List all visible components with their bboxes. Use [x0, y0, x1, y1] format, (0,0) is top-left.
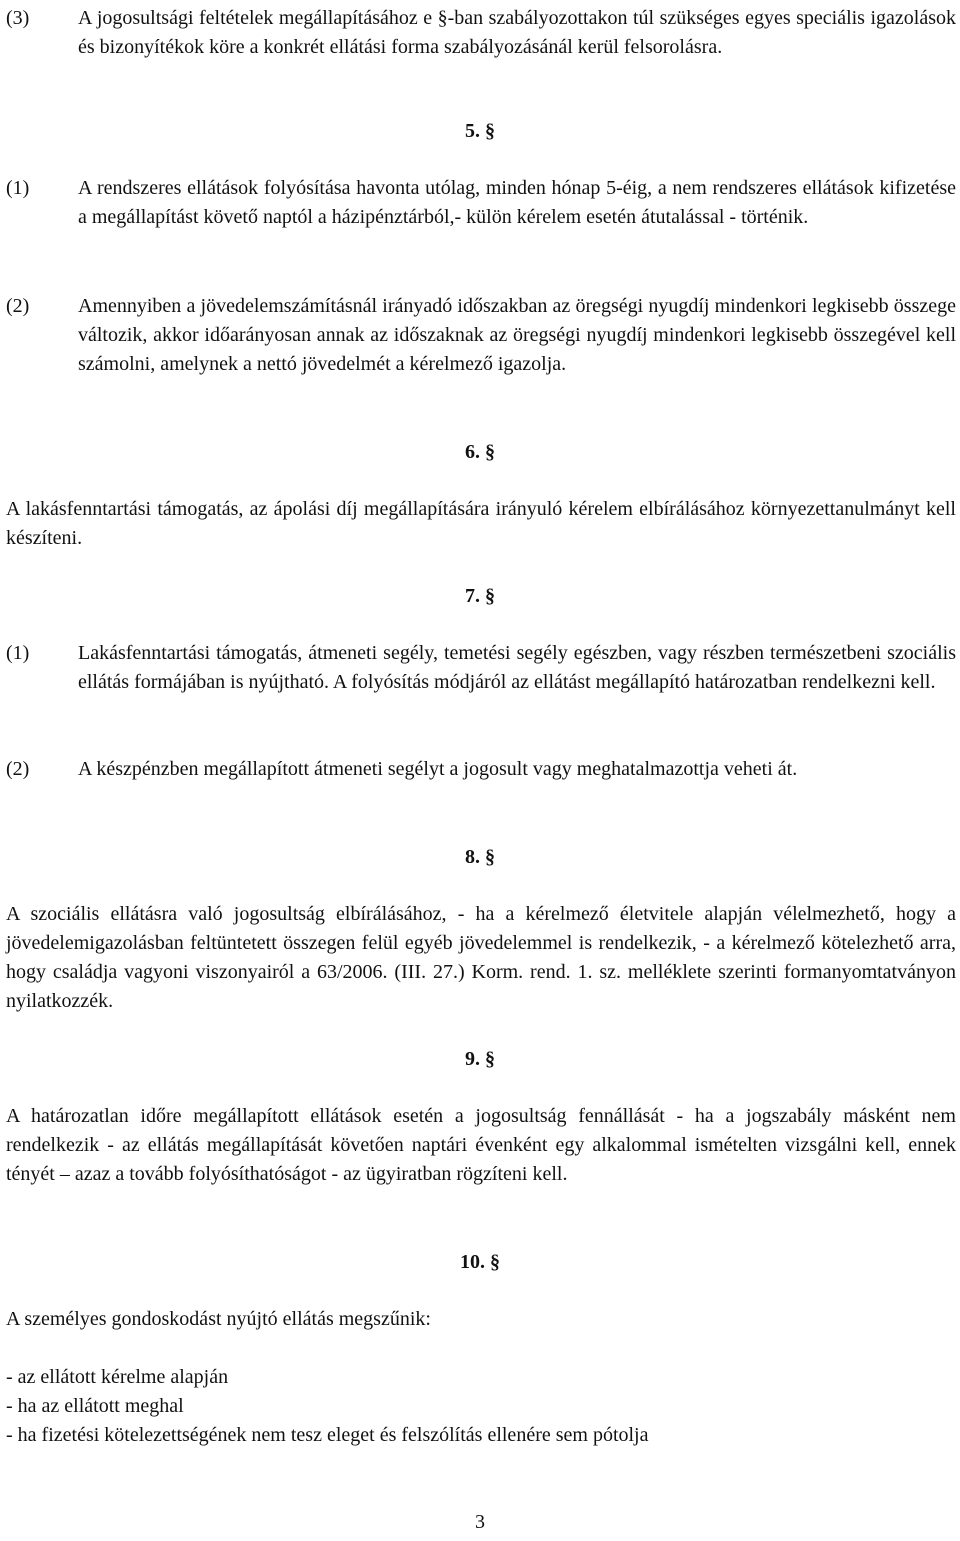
list-item: - az ellátott kérelme alapján: [6, 1366, 229, 1388]
section-heading-6: 6. §: [465, 441, 495, 463]
section-10-intro: A személyes gondoskodást nyújtó ellátás megszűnik:: [6, 1308, 431, 1330]
paragraph-text: Lakásfenntartási támogatás, átmeneti segély, temetési segély egészben, vagy részben természetbeni szociális ellátás formájában is nyújtható. A folyósítás módjáról az ellátást megállapító határozatban rendelkezni kell.: [78, 642, 956, 693]
paragraph-number: (2): [6, 758, 30, 780]
section-heading-5: 5. §: [465, 120, 495, 142]
paragraph-text: A készpénzben megállapított átmeneti segélyt a jogosult vagy meghatalmazottja veheti át.: [78, 758, 798, 780]
list-item: - ha az ellátott meghal: [6, 1395, 184, 1417]
paragraph-number: (3): [6, 7, 30, 29]
paragraph-number: (2): [6, 295, 30, 317]
section-heading-9: 9. §: [465, 1048, 495, 1070]
section-heading-10: 10. §: [460, 1251, 500, 1273]
section-heading-7: 7. §: [465, 585, 495, 607]
list-item: - ha fizetési kötelezettségének nem tesz eleget és felszólítás ellenére sem pótolja: [6, 1424, 649, 1446]
section-heading-8: 8. §: [465, 846, 495, 868]
page-number: 3: [475, 1511, 485, 1533]
paragraph-text: Amennyiben a jövedelemszámításnál irányadó időszakban az öregségi nyugdíj mindenkori legkisebb összege változik, akkor időarányosan annak az időszaknak az öregségi nyugdíj mindenkori legkisebb összegével kell számolni, amelynek a nettó jövedelmét a kérelmező igazolja.: [78, 295, 956, 375]
section-9-text: A határozatlan időre megállapított ellátások esetén a jogosultság fennállását - ha a jogszabály másként nem rendelkezik - az ellátás megállapítását követően naptári évenként egy alkalommal ismételten vizsgálni kell, ennek tényét – azaz a tovább folyósíthatóságot - az ügyiratban rögzíteni kell.: [6, 1105, 956, 1185]
section-7-paragraph-1: [6, 639, 956, 697]
paragraph-text: A jogosultsági feltételek megállapításához e §-ban szabályozottakon túl szükséges egyes speciális igazolások és bizonyítékok köre a konkrét ellátási forma szabályozásánál kerül felsorolásra.: [78, 7, 956, 58]
section-7-paragraph-2: [6, 755, 956, 784]
paragraph-3: [6, 4, 956, 62]
section-5-paragraph-2: [6, 292, 956, 379]
paragraph-number: (1): [6, 642, 30, 664]
section-8-text: A szociális ellátásra való jogosultság elbírálásához, - ha a kérelmező életvitele alapján vélelmezhető, hogy a jövedelemigazolásban feltüntetett összegen felül egyéb jövedelemmel is rendelkezik, - a kérelmező kötelezhető arra, hogy családja vagyoni viszonyairól a 63/2006. (III. 27.) Korm. rend. 1. sz. melléklete szerinti formanyomtatványon nyilatkozzék.: [6, 903, 956, 1012]
paragraph-number: (1): [6, 177, 30, 199]
paragraph-text: A rendszeres ellátások folyósítása havonta utólag, minden hónap 5-éig, a nem rendszeres ellátások kifizetése a megállapítást követő naptól a házipénztárból,- külön kérelem esetén átutalással - történik.: [78, 177, 956, 228]
section-6-text: A lakásfenntartási támogatás, az ápolási díj megállapítására irányuló kérelem elbírálásához környezettanulmányt kell készíteni.: [6, 498, 956, 549]
section-5-paragraph-1: [6, 174, 956, 232]
